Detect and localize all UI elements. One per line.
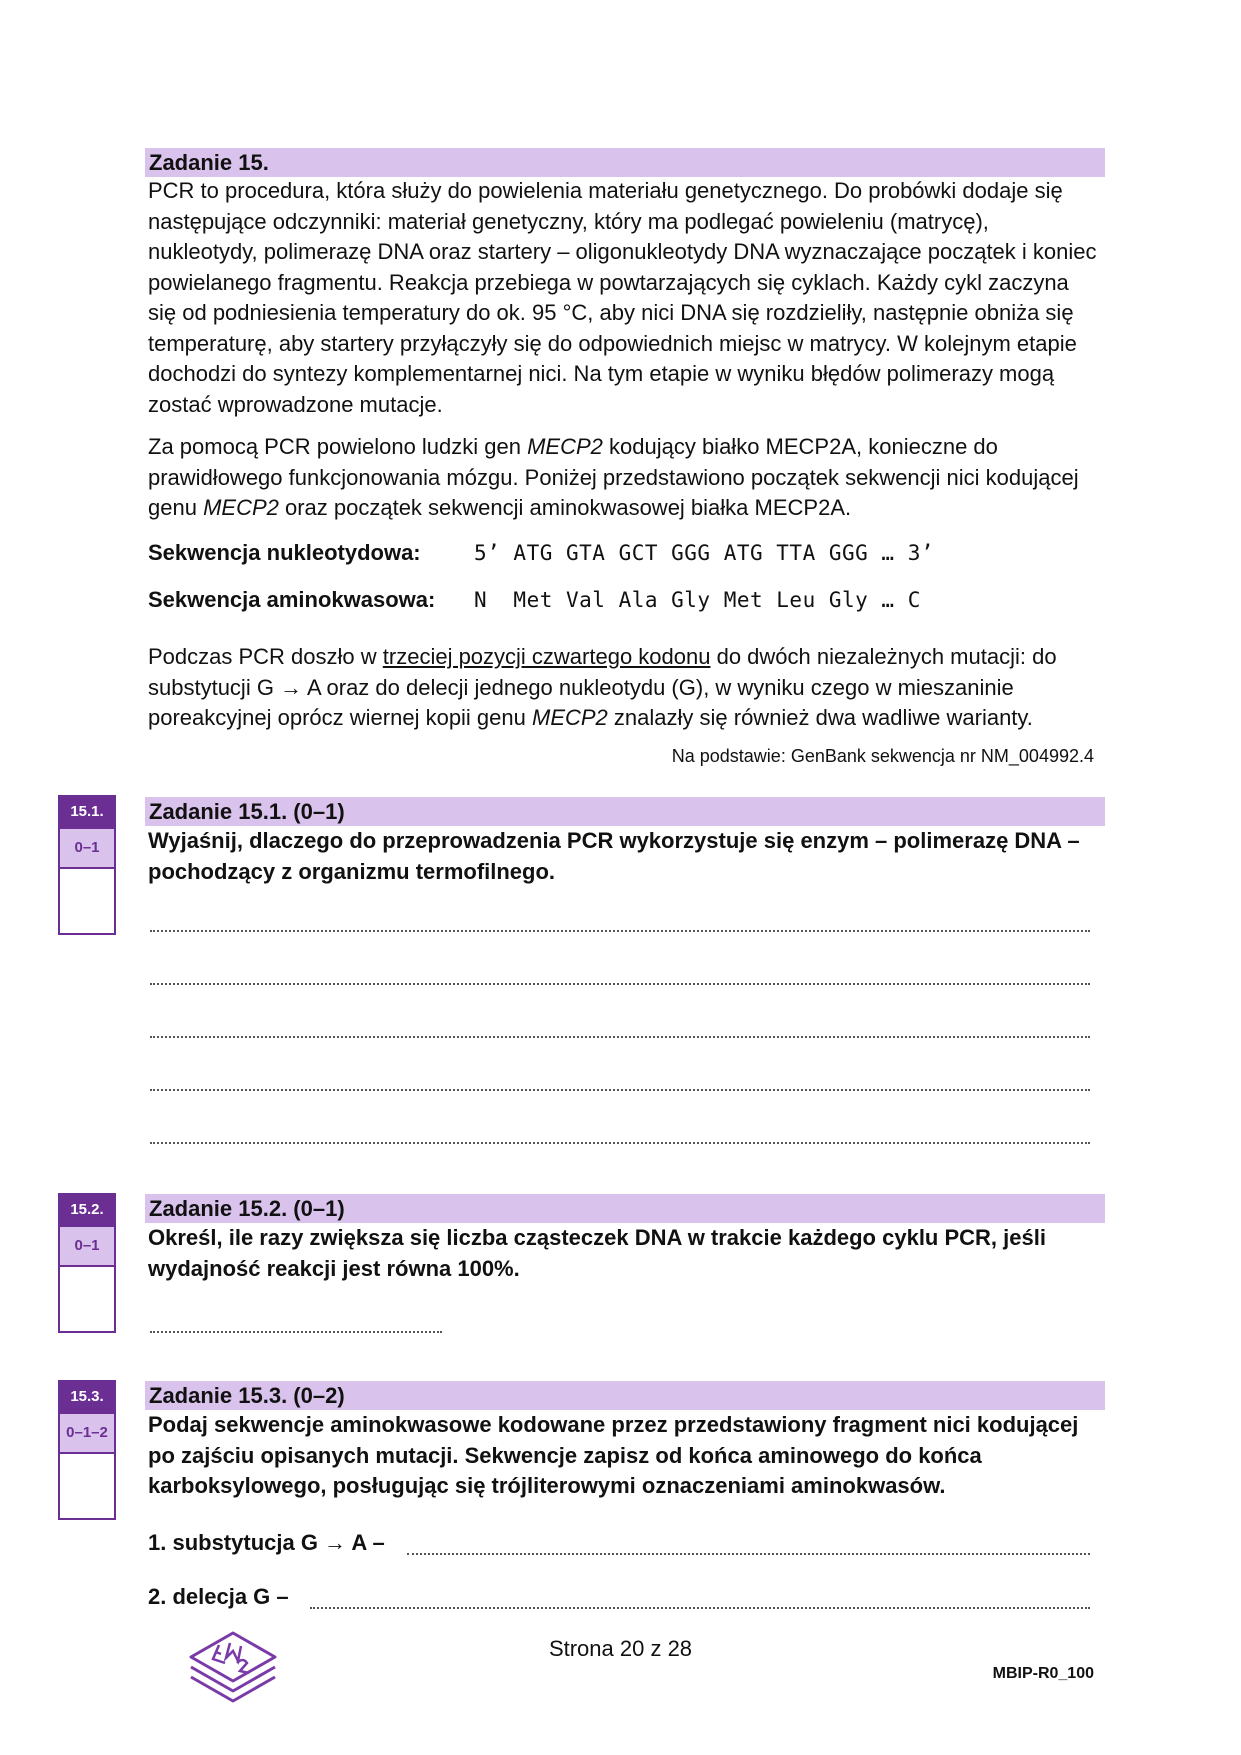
answer-line[interactable] (150, 930, 1090, 932)
task15-paragraph-3: Podczas PCR doszło w trzeciej pozycji czwartego kodonu do dwóch niezależnych mutacji: do substytucji G → A oraz do delecji jednego nukleotydu (G), w wyniku czego w mieszaninie poreakcyjnej oprócz wiernej kopii genu MECP2 znalazły się również dwa wadliwe warianty. (148, 644, 1057, 730)
task15-2-question: Określ, ile razy zwiększa się liczba cząsteczek DNA w trakcie każdego cyklu PCR, jeśli wydajność reakcji jest równa 100%. (148, 1225, 1046, 1281)
answer-line[interactable] (150, 1036, 1090, 1038)
score-box-15-3 (58, 1380, 116, 1520)
answer-deletion-label: 2. delecja G – (148, 1584, 289, 1609)
score-box-field[interactable] (60, 1454, 114, 1518)
score-box-15-2 (58, 1193, 116, 1333)
task15-3-title: Zadanie 15.3. (0–2) (145, 1381, 1105, 1410)
nucleotide-sequence-label: Sekwencja nukleotydowa: (148, 540, 421, 565)
answer-line[interactable] (150, 1142, 1090, 1144)
answer-substitution-label: 1. substytucja G → A – (148, 1530, 385, 1555)
nucleotide-sequence-row (148, 538, 934, 568)
task15-2-title: Zadanie 15.2. (0–1) (145, 1194, 1105, 1223)
score-box-points: 0–1 (60, 827, 114, 869)
answer-substitution-line[interactable] (407, 1553, 1090, 1555)
answer-line[interactable] (150, 1089, 1090, 1091)
answer-line[interactable] (150, 983, 1090, 985)
task15-title: Zadanie 15. (145, 148, 1105, 177)
page-number: Strona 20 z 28 (548, 1636, 693, 1661)
score-box-number: 15.2. (60, 1195, 114, 1225)
score-box-points: 0–1–2 (60, 1412, 114, 1454)
score-box-number: 15.3. (60, 1382, 114, 1412)
nucleotide-sequence: 5’ ATG GTA GCT GGG ATG TTA GGG … 3’ (474, 541, 935, 565)
task15-paragraph-2: Za pomocą PCR powielono ludzki gen MECP2 kodujący białko MECP2A, konieczne do prawidłowego funkcjonowania mózgu. Poniżej przedstawiono początek sekwencji nici kodującej genu MECP2 oraz początek sekwencji aminokwasowej białka MECP2A. (148, 434, 1079, 520)
score-box-points: 0–1 (60, 1225, 114, 1267)
answer-deletion-line[interactable] (310, 1607, 1090, 1609)
document-code: MBIP-R0_100 (992, 1665, 1094, 1682)
amino-acid-sequence-label: Sekwencja aminokwasowa: (148, 587, 436, 612)
score-box-15-1 (58, 795, 116, 935)
task15-intro: PCR to procedura, która służy do powielenia materiału genetycznego. Do probówki dodaje się następujące odczynniki: materiał genetyczny, który ma podlegać powieleniu (matrycę), nukleotydy, polimerazę DNA oraz startery – oligonukleotydy DNA wyznaczające początek i koniec powielanego fragmentu. Reakcja przebiega w powtarzających się cyklach. Każdy cykl zaczyna się od podniesienia temperatury do ok. 95 °C, aby nici DNA się rozdzieliły, następnie obniża się temperaturę, aby startery przyłączyły się do odpowiednich miejsc w matrycy. W kolejnym etapie dochodzi do syntezy komplementarnej nici. Na tym etapie w wyniku błędów polimerazy mogą zostać wprowadzone mutacje. (148, 178, 1097, 417)
task15-3-question: Podaj sekwencje aminokwasowe kodowane przez przedstawiony fragment nici kodującej po zajściu opisanych mutacji. Sekwencje zapisz od końca aminowego do końca karboksylowego, posługując się trójliterowymi oznaczeniami aminokwasów. (148, 1412, 1079, 1498)
source-note: Na podstawie: GenBank sekwencja nr NM_004992.4 (671, 746, 1094, 766)
score-box-number: 15.1. (60, 797, 114, 827)
answer-line-short[interactable] (150, 1331, 442, 1333)
amino-acid-sequence: N Met Val Ala Gly Met Leu Gly … C (474, 588, 921, 612)
task15-1-title: Zadanie 15.1. (0–1) (145, 797, 1105, 826)
score-box-field[interactable] (60, 1267, 114, 1331)
amino-acid-sequence-row (148, 585, 921, 615)
score-box-field[interactable] (60, 869, 114, 933)
task15-1-question: Wyjaśnij, dlaczego do przeprowadzenia PCR wykorzystuje się enzym – polimerazę DNA – pochodzący z organizmu termofilnego. (148, 828, 1080, 884)
